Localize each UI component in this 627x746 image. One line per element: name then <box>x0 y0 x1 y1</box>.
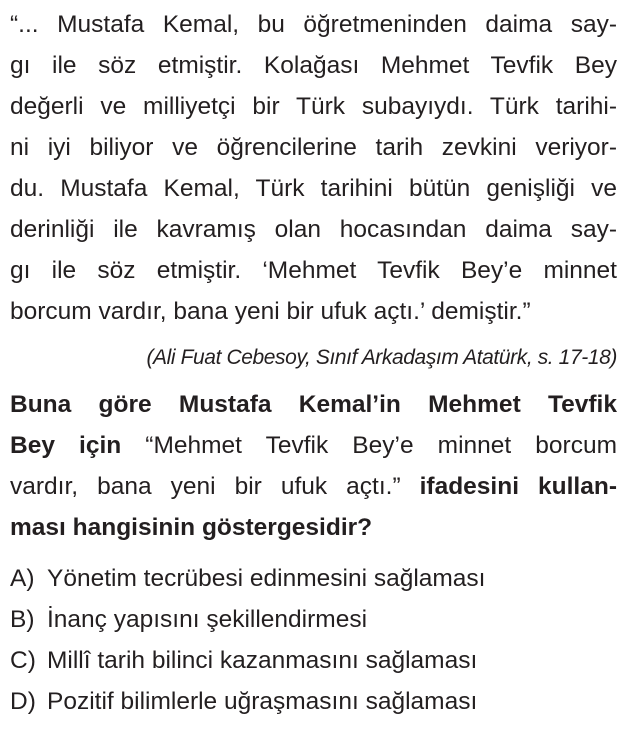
question-line: ması hangisinin göstergesidir? <box>10 514 373 541</box>
passage-line: derinliği ile kavramış olan hocasından daima say- <box>10 216 617 243</box>
passage-line: değerli ve milliyetçi bir Türk subayıydı. Türk tarihi- <box>10 93 617 120</box>
option-text: İnanç yapısını şekillendirmesi <box>47 606 368 633</box>
passage-line: gı ile söz etmiştir. ‘Mehmet Tevfik Bey’e minnet <box>10 257 617 284</box>
question-page <box>10 4 617 722</box>
passage-line: gı ile söz etmiştir. Kolağası Mehmet Tevfik Bey <box>10 52 617 79</box>
option-b[interactable] <box>10 599 617 640</box>
option-letter: A) <box>10 565 35 592</box>
passage-line: ni iyi biliyor ve öğrencilerine tarih zevkini veriyor- <box>10 134 617 161</box>
passage-line: borcum vardır, bana yeni bir ufuk açtı.’ demiştir.” <box>10 298 531 325</box>
passage-line: du. Mustafa Kemal, Türk tarihini bütün genişliği ve <box>10 175 617 202</box>
option-c[interactable] <box>10 640 617 681</box>
option-letter: D) <box>10 688 36 715</box>
option-a[interactable] <box>10 558 617 599</box>
question-line <box>10 425 617 466</box>
answer-options <box>10 558 617 722</box>
citation: (Ali Fuat Cebesoy, Sınıf Arkadaşım Atatürk, s. 17-18) <box>146 346 617 369</box>
question-quote-text: vardır, bana yeni bir ufuk açtı.” <box>10 473 420 500</box>
option-letter: B) <box>10 606 35 633</box>
option-d[interactable] <box>10 681 617 722</box>
option-letter: C) <box>10 647 36 674</box>
passage-line: “... Mustafa Kemal, bu öğretmeninden daima say- <box>10 11 617 38</box>
question-line <box>10 466 617 507</box>
question-bold-text: ifadesini kullan- <box>419 473 617 500</box>
question-stem <box>10 384 617 548</box>
option-text: Yönetim tecrübesi edinmesini sağlaması <box>47 565 486 592</box>
option-text: Millî tarih bilinci kazanmasını sağlaması <box>47 647 478 674</box>
passage <box>10 4 617 332</box>
question-quote-text: “Mehmet Tevfik Bey’e minnet borcum <box>121 432 617 459</box>
question-bold-text: Bey için <box>10 432 122 459</box>
option-text: Pozitif bilimlerle uğraşmasını sağlaması <box>47 688 478 715</box>
question-line: Buna göre Mustafa Kemal’in Mehmet Tevfik <box>10 391 617 418</box>
